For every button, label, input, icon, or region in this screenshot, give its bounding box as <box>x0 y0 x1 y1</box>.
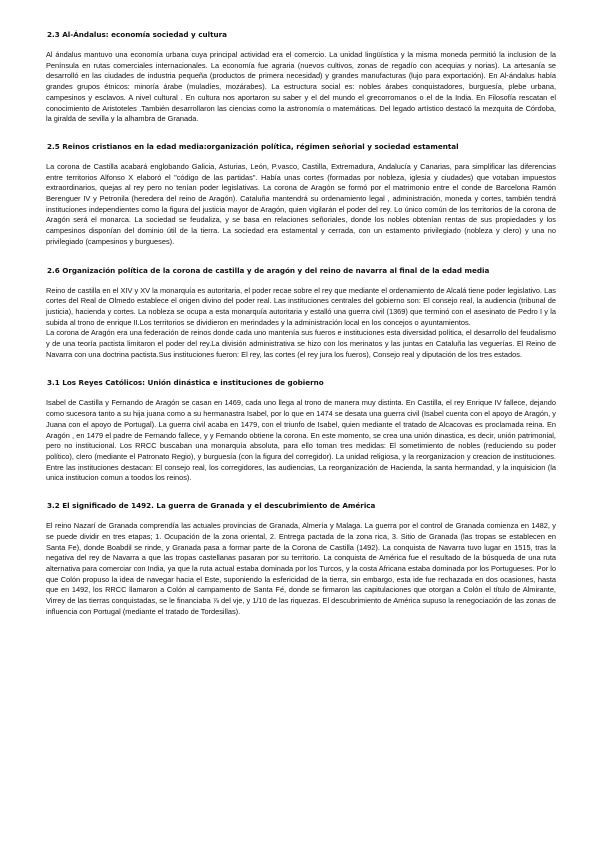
section-paragraph: El reino Nazarí de Granada comprendía las actuales provincias de Granada, Almería y Malaga. La guerra por el control de Granada comienza en 1482, y se puede dividir en tres etapas; 1. Ocupación de la zona oriental, 2. Entrega pactada de la zona rica, 3. Sitio de Granada (las tropas se establecen en Santa Fe), donde Boabdil se rinde, y Granada pasa a formar parte de la Corona de Castilla (1492). La conquista de Navarra tuvo lugar en 1515, tras la negativa del rey de Navarra a que las tropas castellanas pasaran por su territorio. La conquista de América fue el resultado de la búsqueda de una ruta alternativa para comerciar con India, ya que la ruta actual estaba dominada por los Turcos, y la costa Africana estaba dominada por los Portugueses. Por lo que Colón propuso la idea de navegar hacia el Este, suponiendo la esfericidad de la tierra, sin embargo, esta ide fue rechazada en dos ocasiones, hasta que en 1492, los RRCC llamaron a Colón al campamento de Santa Fé, donde se firmaron las capitulaciones que otorgan a Colón el título de Almirante, Virrey de las tierras conquistadas, se le financiaba ⅞ del vje, y 1/10 de las riquezas. El descubrimiento de América supuso la renegociación de las zonas de influencia con Portugal (mediante el tratado de Tordesillas). <box>46 521 556 616</box>
section-heading: 2.5 Reinos cristianos en la edad media:organización política, régimen señorial y sociedad estamental <box>47 141 459 151</box>
section-heading: 3.1 Los Reyes Católicos: Unión dinástica e instituciones de gobierno <box>47 378 324 388</box>
section-heading: 2.6 Organización política de la corona de castilla y de aragón y del reino de navarra al final de la edad media <box>47 265 490 275</box>
section-paragraph: La corona de Castilla acabará englobando Galicia, Asturias, León, P.vasco, Castilla, Extremadura, Andalucía y Canarias, para simplificar las diferencias entre territorios Alfonso X elaboró el "código de las partidas". Había unas cortes (formadas por nobleza, iglesia y ciudades) que votaban impuestos extraordinarios, quejas al rey pero no tenían poder legislativas. La corona de Aragón se formó por el matrimonio entre el conde de Barcelona Ramón Berenguer IV y Petronila (heredera del reino de Aragón). Cataluña mantendrá su ordenamiento legal , administración, moneda y cortes, también tendrá instituciones independientes como la figura del justicia mayor de Aragón, quien vigilarán el poder del rey. Lo único común de los territorios de la corona de Aragón será el monarca. La sociedad se feudaliza, y se basa en relaciones señoriales, donde los nobles obtenían rentas de sus propiedades y los campesinos disponían del dominio útil de la tierra. La sociedad era estamental y cerrada, con un estamento privilegiado (nobleza y clero) y una no privilegiado (campesinos y burgueses). <box>46 161 556 246</box>
section-reinos-cristianos <box>46 142 556 248</box>
section-paragraph: Al ándalus mantuvo una economía urbana cuya principal actividad era el comercio. La unidad lingüística y la misma moneda permitió la inclusion de la Península en rutas comerciales internacionales. La economía fue agraria (nuevos cultivos, zonas de regadío con acequias y norias). La artesanía se desarrolló en las ciudades de industria pequeña (productos de primera necesidad) y grandes manufacturas (lujo para exportación). En Al-ándalus había grandes grupos étnicos: minoría árabe (muladíes, mozárabes). La estructura social es: nobles árabes conquistadores, burguesía, plebe urbana, campesinos y esclavos. A nivel cultural . En cultura nos aportaron su saber y el del mundo el grecorromanos o el de la India. En Filosofía rescatan el conocimiento de Aristoteles .También desarrollaron las ciencias como la astronomía o matemáticas. Del legado artístico destacó la mezquita de Córdoba, la giralda de sevilla y la alhambra de Granada. <box>46 50 556 124</box>
section-paragraph: Isabel de Castilla y Fernando de Aragón se casan en 1469, cada uno llega al trono de manera muy distinta. En Castilla, el rey Enrique IV fallece, dejando como sucesora tanto a su hija juana como a su hermanastra Isabel, por lo que en 1474 se desata una guerra civil (Isabel cuenta con el apoyo de Aragón, y Juana con el apoyo de Portugal). La guerra civil acaba en 1479, con el triunfo de Isabel, quien mediante el tratado de Alcacovas es proclamada reina. En Aragón , en 1479 el padre de Fernando fallece, y y Fernando obtiene la corona. En este momento, se crea una unión dinastica, es decir, unión patrimonial, pero no institucional. Los RRCC buscaban una monarquía absoluta, para ello toman tres medidas: El sometimiento de nobles (reduciendo su poder político), clero (mediante el Patronato Regio), y burguesía (con la figura del corregidor). La unidad religiosa, y la reorganizacion y creacion de instituciones. Entre las instituciones destacan: El consejo real, los corregidores, las audiencias, La reorganización de Hacienda, la santa hermandad, y la inquisicion (la unica institucion comun a toodos los reinos). <box>46 398 556 483</box>
section-heading: 2.3 Al-Ándalus: economía sociedad y cultura <box>47 30 228 39</box>
section-al-andalus <box>46 30 556 125</box>
section-reyes-catolicos <box>46 378 556 484</box>
section-significado-1492 <box>46 501 556 617</box>
section-paragraph: La corona de Aragón era una federación de reinos donde cada uno mantenía sus fueros e instituciones esta diversidad política, el desarrollo del feudalismo y de una teoría pactista limitaron el poder del rey.La división administrativa se hizo con los merinatos y las juntas en Cataluña las veguerías. El Reino de Navarra con una doctrina pactista.Sus instituciones fueron: El rey, las cortes (el rey jura los fueros), Consejo real y diputación de los tres estados. <box>46 328 556 359</box>
section-heading: 3.2 El significado de 1492. La guerra de Granada y el descubrimiento de América <box>47 501 376 511</box>
section-organizacion-politica <box>46 266 556 361</box>
section-paragraph: Reino de castilla en el XIV y XV la monarquía es autoritaria, el poder recae sobre el rey que mediante el ordenamiento de Alcalá tiene poder legislativo. Las cortes del Real de Olmedo establece el origen divino del poder real. Las instituciones centrales del gobierno son: El consejo real, la audiencia (tribunal de justicia), hacienda y cortes. La nobleza se ocupa a esta monarquía autoritaria y estalló una guerra civil (1369) que terminó con el asesinato de Pedro I y la subida al trono de enrique II.Los territorios se dividieron en merindades y la administración local en los concejos o ayuntamientos. <box>46 285 556 327</box>
